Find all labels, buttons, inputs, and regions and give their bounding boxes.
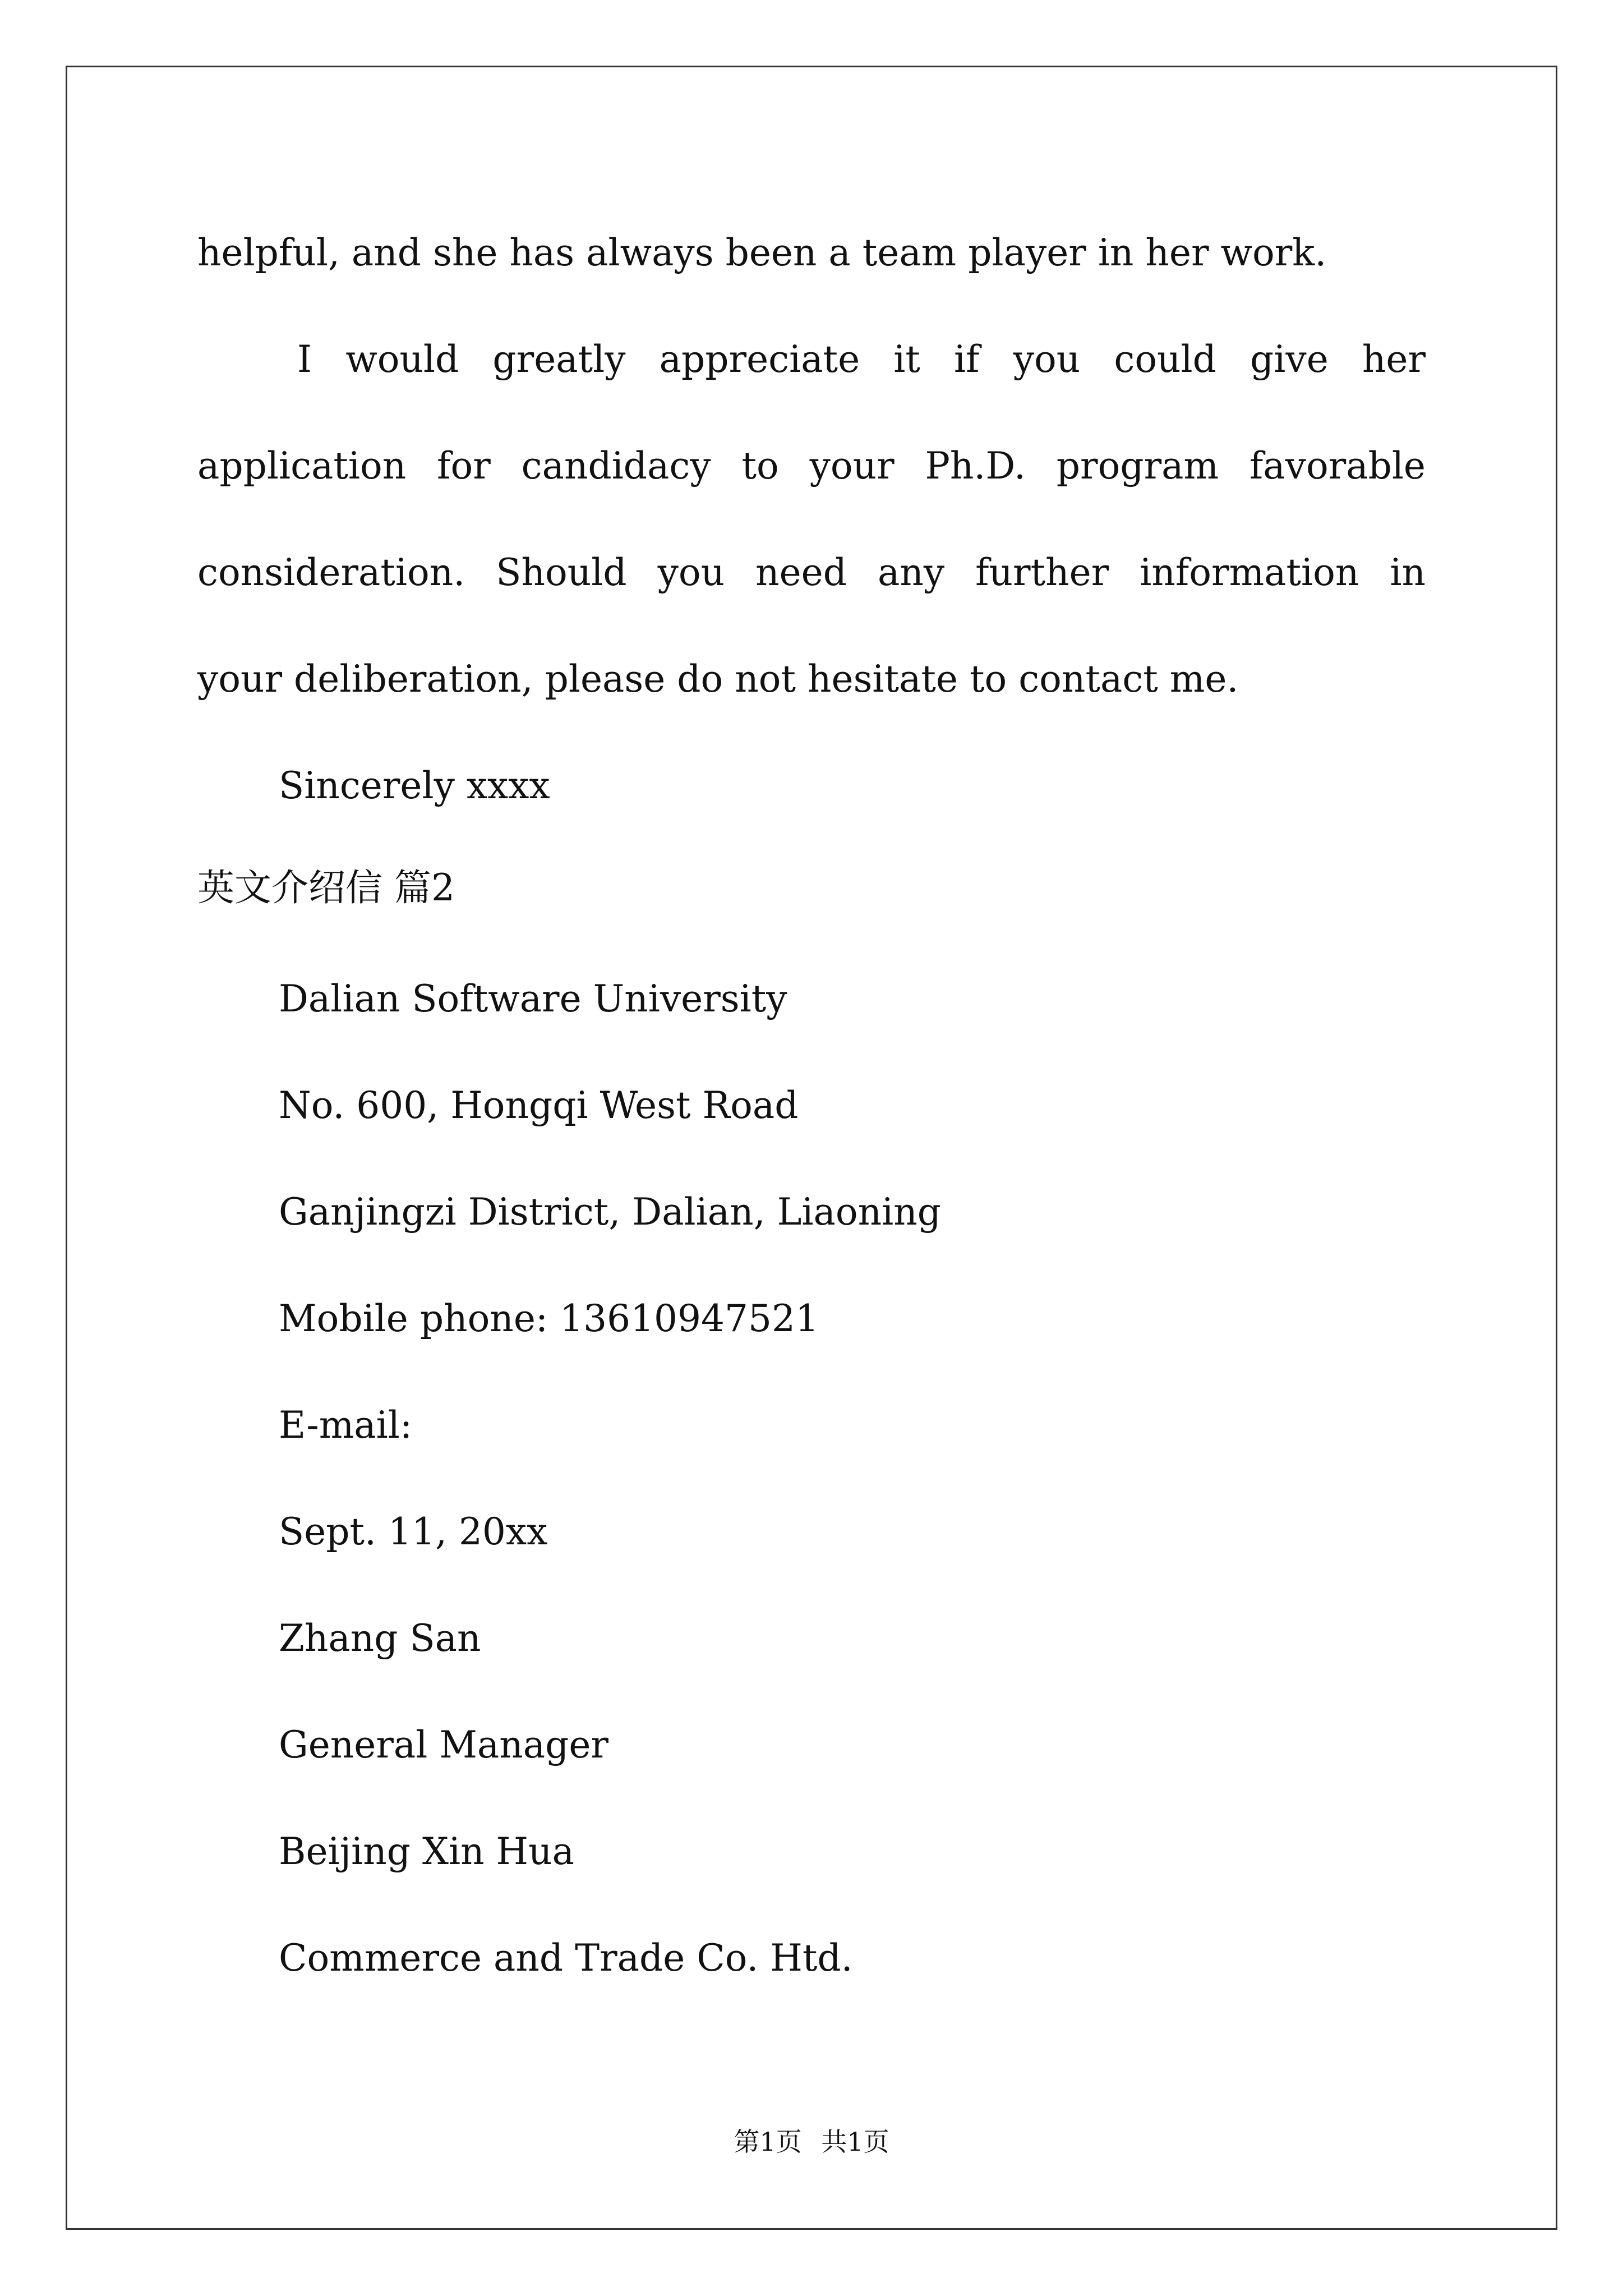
date-line: Sept. 11, 20xx <box>279 1510 548 1553</box>
body-line: your deliberation, please do not hesitate to contact me. <box>197 657 1239 701</box>
section-heading: 英文介绍信 篇2 <box>197 866 455 909</box>
recipient-company: Beijing Xin Hua <box>279 1830 574 1873</box>
address-line: Dalian Software University <box>279 977 787 1020</box>
address-line: Ganjingzi District, Dalian, Liaoning <box>279 1190 941 1234</box>
email-line: E-mail: <box>279 1404 413 1447</box>
body-line: helpful, and she has always been a team player in her work. <box>197 231 1327 274</box>
paragraph-start-line: I would greatly appreciate it if you could give her <box>297 338 1426 381</box>
page-footer: 第1页 共1页 <box>734 2127 889 2157</box>
closing-signature: Sincerely xxxx <box>279 764 550 807</box>
phone-line: Mobile phone: 13610947521 <box>279 1297 819 1340</box>
page-border <box>66 66 1557 2230</box>
body-line: consideration. Should you need any further information in <box>197 551 1426 594</box>
recipient-name: Zhang San <box>279 1617 481 1660</box>
address-line: No. 600, Hongqi West Road <box>279 1084 799 1127</box>
recipient-company: Commerce and Trade Co. Htd. <box>279 1936 853 1980</box>
recipient-title: General Manager <box>279 1723 608 1766</box>
body-line: application for candidacy to your Ph.D. program favorable <box>197 444 1426 487</box>
